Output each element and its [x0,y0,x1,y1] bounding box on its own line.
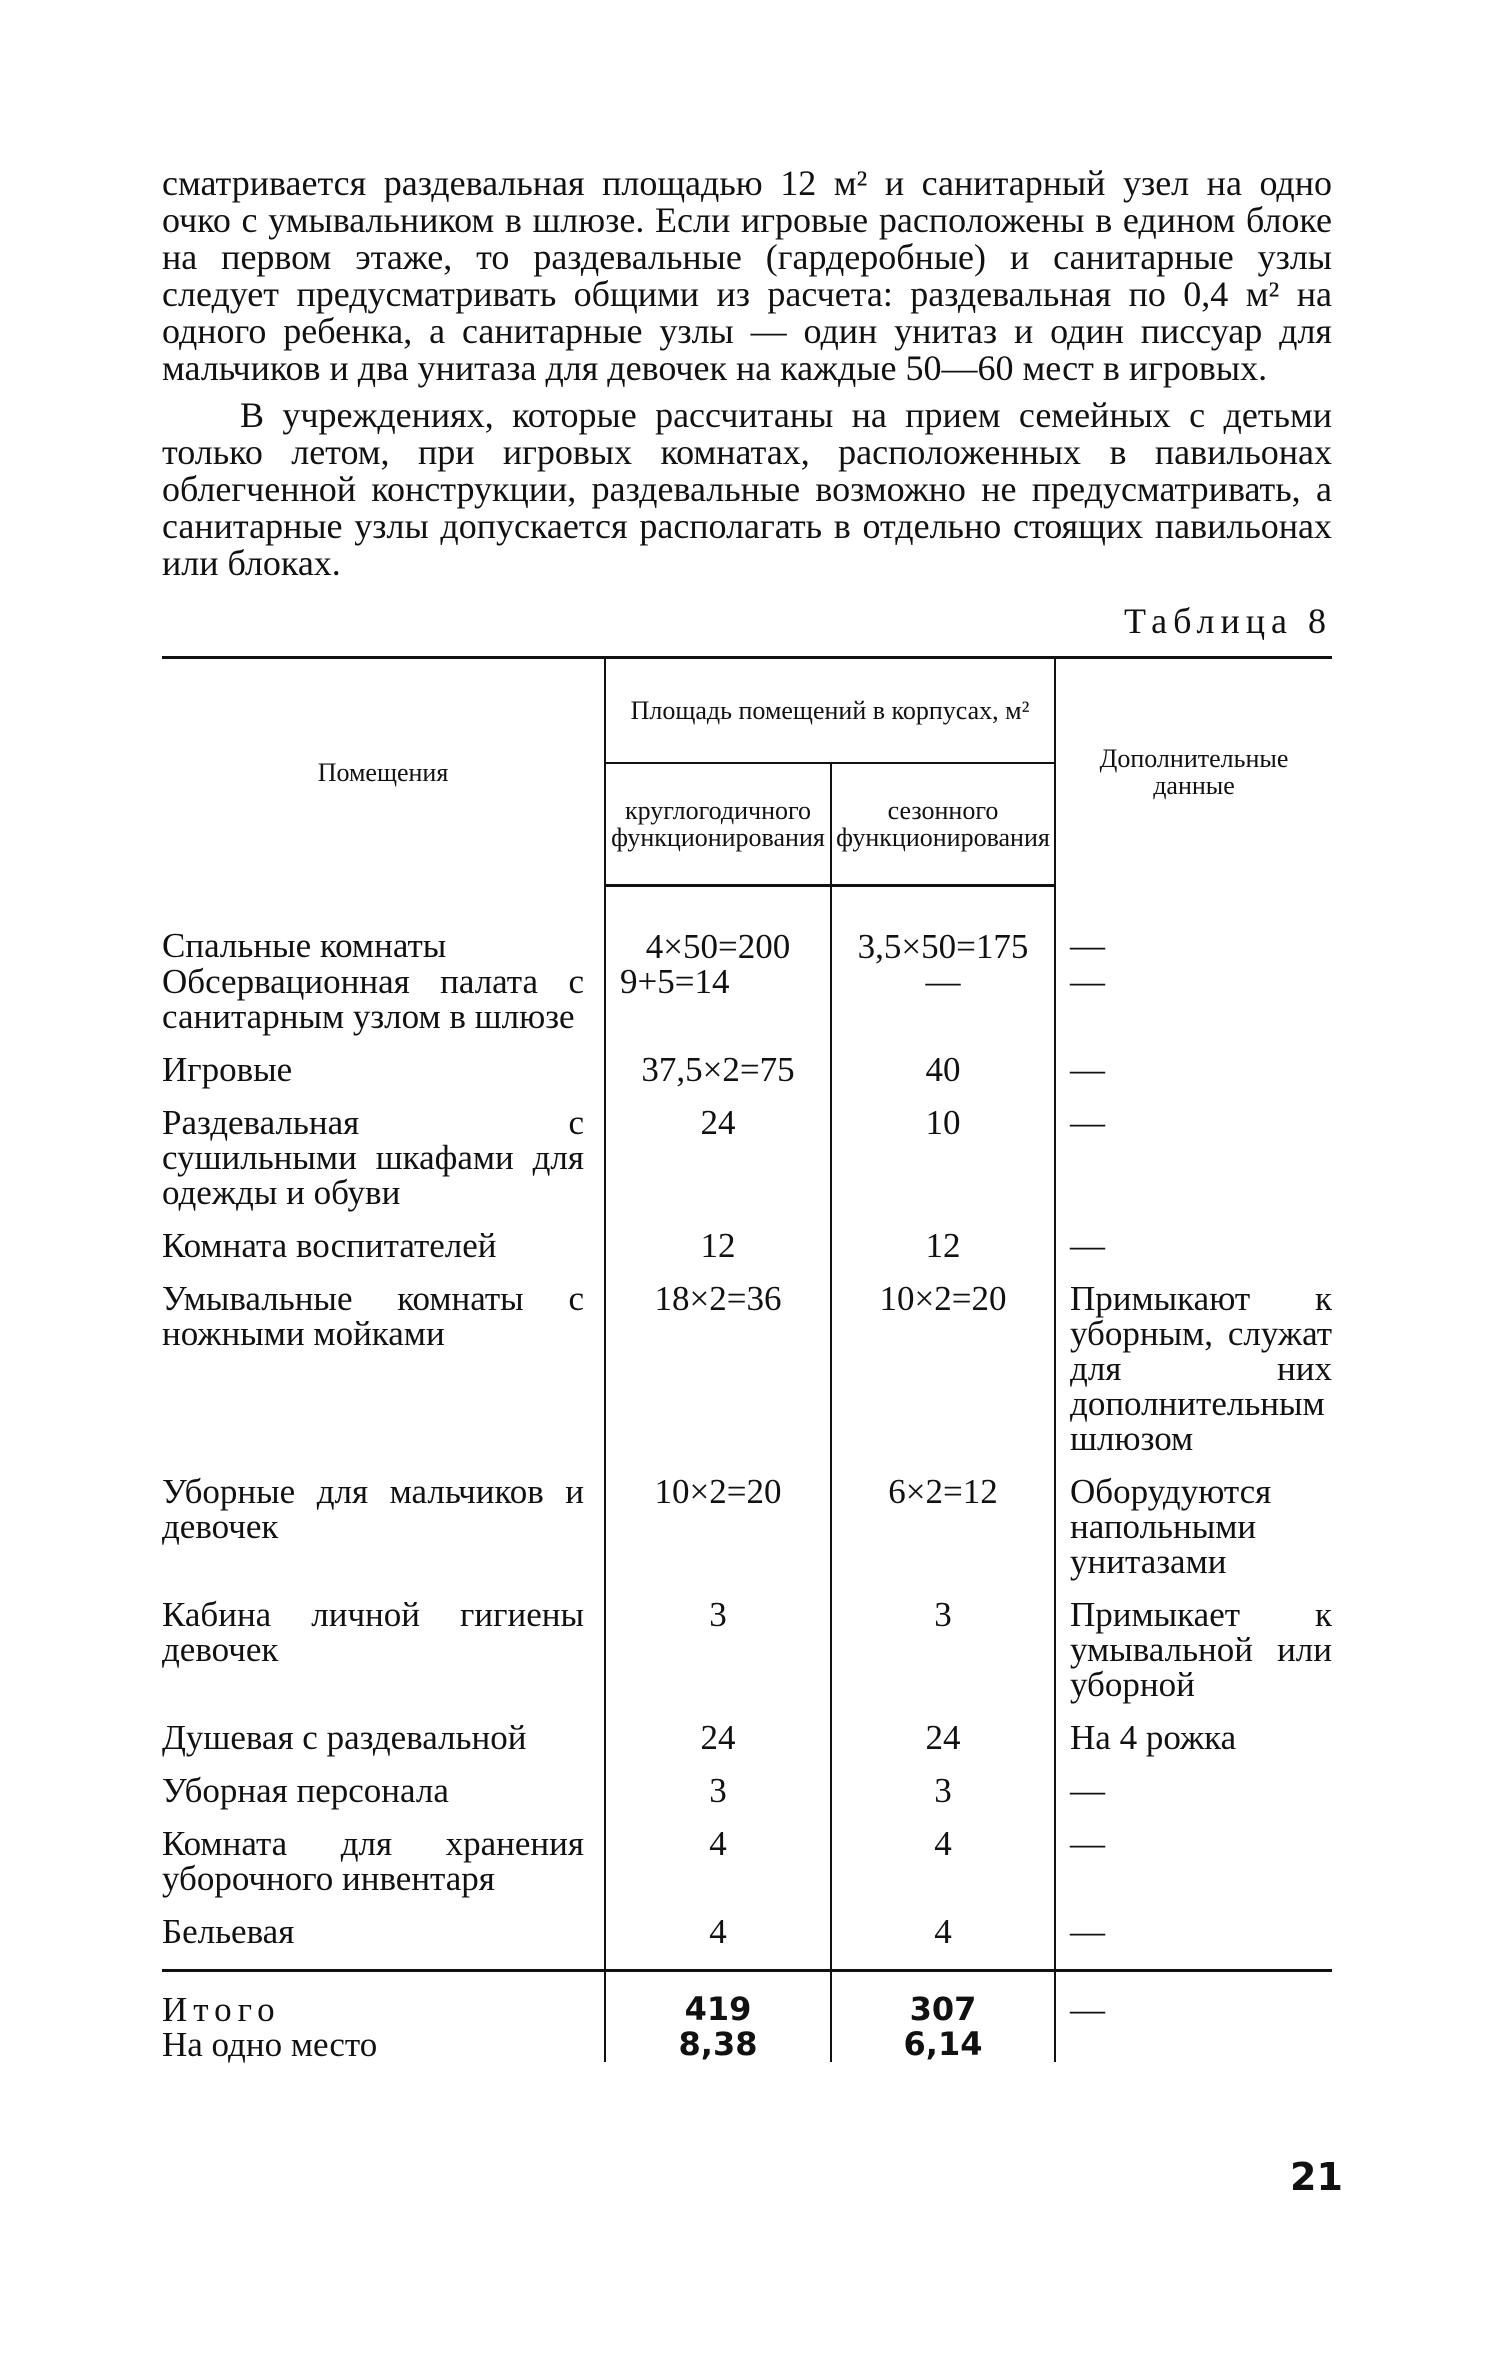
room-name: Уборная персонала [162,1771,449,1810]
table-row [162,1228,1332,1281]
year-round-per-place: 8,38 [678,2025,758,2063]
seasonal-total: 307 [909,1990,977,2028]
table-row [162,886,1332,965]
year-round-area: 4×50=200 [605,886,831,965]
year-round-area: 4 [605,1826,831,1914]
totals-row [162,1971,1332,2063]
year-round-area: 3 [605,1597,831,1720]
seasonal-area: 3 [831,1597,1055,1720]
year-round-area: 24 [605,1105,831,1228]
per-place-label: На одно место [162,2025,378,2064]
header-seasonal: сезонного функционирования [831,763,1055,886]
additional-data: — [1055,964,1332,1052]
totals-labels [162,1971,605,2063]
room-name: Раздевальная с сушильными шкафами для одежды и обуви [162,1103,584,1212]
table-row [162,1052,1332,1105]
seasonal-area: 4 [831,1826,1055,1914]
additional-data: На 4 рожка [1055,1720,1332,1773]
header-area-group: Площадь помещений в корпусах, м² [605,658,1055,764]
room-name: Игровые [162,1050,293,1089]
seasonal-totals [831,1971,1055,2063]
additional-data: — [1055,1773,1332,1826]
body-paragraph: сматривается раздевальная площадью 12 м² и санитарный узел на одно очко с умывальником в шлюзе. Если игровые расположены в едином блоке на первом этаже, то раздевальные (гардеробные) и санитарные узлы следует предусматривать общими из расчета: раздевальная по 0,4 м² на одного ребенка, а санитарные узлы — один унитаз и один писсуар для мальчиков и два унитаза для девочек на каждые 50—60 мест в игровых. [162,163,1332,388]
year-round-area: 37,5×2=75 [605,1052,831,1105]
year-round-total: 419 [684,1990,752,2028]
additional-data: Оборудуются напольными унитазами [1055,1474,1332,1597]
room-name: Бельевая [162,1912,295,1951]
year-round-area: 4 [605,1914,831,1971]
room-name: Спальные комнаты [162,925,447,965]
rooms-area-table [162,656,1332,2062]
year-round-area: 12 [605,1228,831,1281]
seasonal-area: 3,5×50=175 [831,886,1055,965]
totals-additional: — [1055,1971,1332,2063]
additional-data: — [1055,1228,1332,1281]
seasonal-area: 6×2=12 [831,1474,1055,1597]
year-round-area: 18×2=36 [605,1281,831,1474]
seasonal-area: 10×2=20 [831,1281,1055,1474]
table-row [162,1773,1332,1826]
room-name: Кабина личной гигиены девочек [162,1595,584,1669]
year-round-area: 9+5=14 [605,964,831,1052]
room-name: Умывальные комнаты с ножными мойками [162,1279,584,1353]
table-row [162,1474,1332,1597]
additional-data: — [1055,1914,1332,1971]
room-name: Душевая с раздевальной [162,1718,527,1757]
seasonal-area: 10 [831,1105,1055,1228]
year-round-area: 3 [605,1773,831,1826]
room-name: Уборные для мальчиков и девочек [162,1472,584,1546]
room-name: Комната воспитателей [162,1226,497,1265]
page-content [162,165,1332,2062]
additional-data: Примыкают к уборным, служат для них дополнительным шлюзом [1055,1281,1332,1474]
additional-data: — [1055,1052,1332,1105]
total-label: Итого [162,1990,281,2029]
table-caption: Таблица 8 [1124,601,1332,641]
year-round-totals [605,1971,831,2063]
header-rooms: Помещения [162,658,605,886]
table-row [162,1105,1332,1228]
header-year-round: круглогодичного функционирования [605,763,831,886]
seasonal-area: 40 [831,1052,1055,1105]
room-name: Обсервационная палата с санитарным узлом в шлюзе [162,962,584,1036]
additional-data: — [1055,1826,1332,1914]
table-row [162,1281,1332,1474]
seasonal-per-place: 6,14 [903,2025,983,2063]
year-round-area: 10×2=20 [605,1474,831,1597]
page-number: 21 [1290,2155,1343,2199]
header-additional: Дополнительные данные [1055,658,1332,886]
table-row [162,1914,1332,1971]
seasonal-area: 12 [831,1228,1055,1281]
additional-data: — [1055,1105,1332,1228]
table-row [162,964,1332,1052]
seasonal-area: 24 [831,1720,1055,1773]
seasonal-area: 3 [831,1773,1055,1826]
table-row [162,1826,1332,1914]
year-round-area: 24 [605,1720,831,1773]
room-name: Комната для хранения уборочного инвентаря [162,1824,584,1898]
body-paragraph: В учреждениях, которые рассчитаны на прием семейных с детьми только летом, при игровых комнатах, расположенных в павильонах облегченной конструкции, раздевальные возможно не предусматривать, а санитарные узлы допускается располагать в отдельно стоящих павильонах или блоках. [162,395,1332,583]
additional-data: — [1055,886,1332,965]
seasonal-area: 4 [831,1914,1055,1971]
seasonal-area: — [831,964,1055,1052]
table-row [162,1597,1332,1720]
table-row [162,1720,1332,1773]
additional-data: Примыкает к умывальной или уборной [1055,1597,1332,1720]
